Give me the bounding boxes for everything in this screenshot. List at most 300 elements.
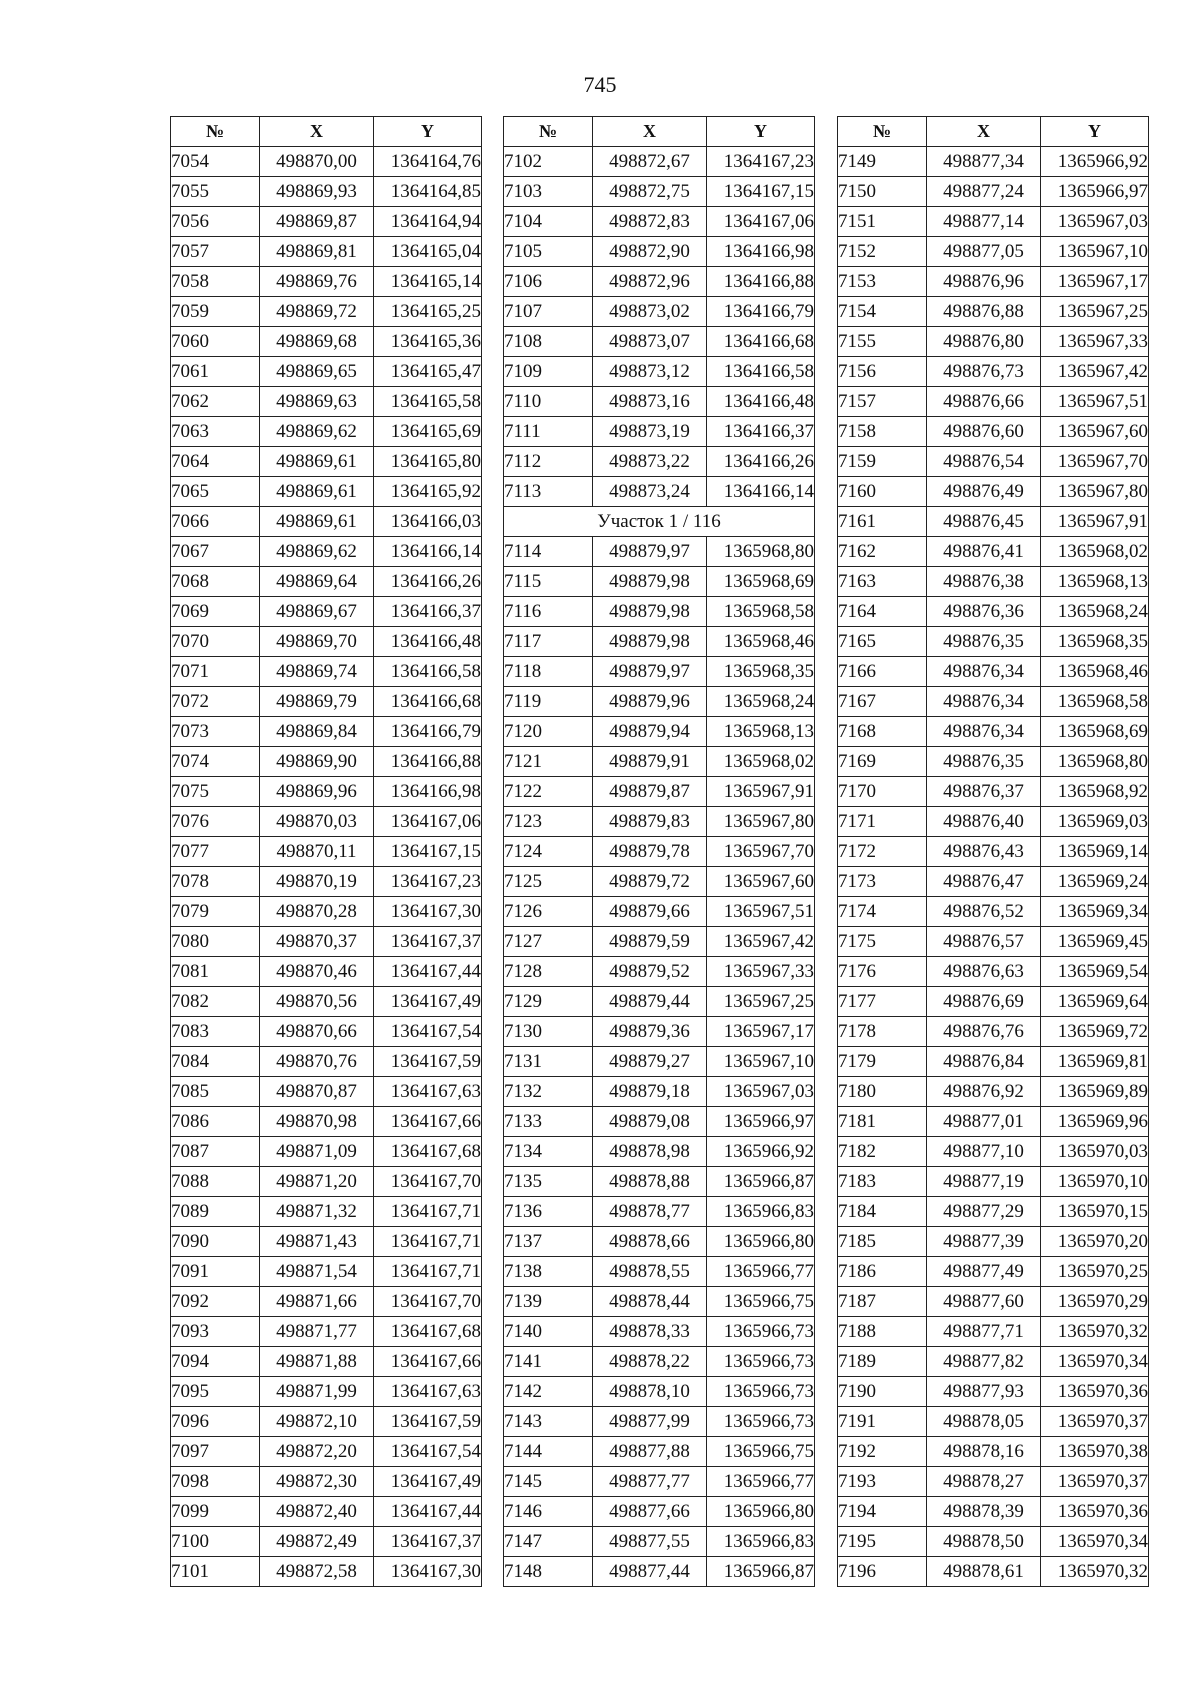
point-number-cell: 7119	[504, 687, 593, 717]
point-number-cell: 7192	[838, 1437, 927, 1467]
point-number-cell: 7148	[504, 1557, 593, 1587]
x-coordinate-cell: 498878,27	[927, 1467, 1041, 1497]
y-coordinate-cell: 1365967,33	[1041, 327, 1149, 357]
table-row	[838, 987, 1149, 1017]
y-coordinate-cell: 1365969,03	[1041, 807, 1149, 837]
point-number-cell: 7111	[504, 417, 593, 447]
point-number-cell: 7101	[171, 1557, 260, 1587]
table-row	[171, 1047, 482, 1077]
point-number-cell: 7106	[504, 267, 593, 297]
point-number-cell: 7158	[838, 417, 927, 447]
table-row	[838, 1437, 1149, 1467]
x-coordinate-cell: 498876,52	[927, 897, 1041, 927]
x-coordinate-cell: 498878,55	[593, 1257, 707, 1287]
y-coordinate-cell: 1364167,23	[707, 147, 815, 177]
point-number-cell: 7122	[504, 777, 593, 807]
point-number-cell: 7131	[504, 1047, 593, 1077]
x-coordinate-cell: 498879,18	[593, 1077, 707, 1107]
x-coordinate-cell: 498876,43	[927, 837, 1041, 867]
point-number-cell: 7057	[171, 237, 260, 267]
x-coordinate-cell: 498876,34	[927, 657, 1041, 687]
x-coordinate-cell: 498869,64	[260, 567, 374, 597]
x-coordinate-cell: 498876,80	[927, 327, 1041, 357]
point-number-cell: 7108	[504, 327, 593, 357]
point-number-cell: 7143	[504, 1407, 593, 1437]
y-coordinate-cell: 1365968,80	[1041, 747, 1149, 777]
y-coordinate-cell: 1365969,45	[1041, 927, 1149, 957]
y-coordinate-cell: 1365967,70	[1041, 447, 1149, 477]
header-row	[504, 117, 815, 147]
x-coordinate-cell: 498876,88	[927, 297, 1041, 327]
y-coordinate-cell: 1365967,17	[707, 1017, 815, 1047]
point-number-cell: 7139	[504, 1287, 593, 1317]
point-number-cell: 7132	[504, 1077, 593, 1107]
y-coordinate-cell: 1364167,06	[707, 207, 815, 237]
y-coordinate-cell: 1365969,96	[1041, 1107, 1149, 1137]
table-row	[504, 777, 815, 807]
table-row	[838, 927, 1149, 957]
x-coordinate-cell: 498879,72	[593, 867, 707, 897]
y-coordinate-cell: 1364166,58	[374, 657, 482, 687]
table-row	[171, 717, 482, 747]
x-coordinate-cell: 498869,96	[260, 777, 374, 807]
x-coordinate-cell: 498876,96	[927, 267, 1041, 297]
x-coordinate-cell: 498876,34	[927, 717, 1041, 747]
point-number-cell: 7073	[171, 717, 260, 747]
table-row	[838, 1017, 1149, 1047]
y-coordinate-cell: 1365970,32	[1041, 1317, 1149, 1347]
table-row	[838, 1377, 1149, 1407]
table-row	[838, 147, 1149, 177]
point-number-cell: 7178	[838, 1017, 927, 1047]
x-coordinate-cell: 498877,39	[927, 1227, 1041, 1257]
y-coordinate-cell: 1364167,30	[374, 897, 482, 927]
table-row	[171, 267, 482, 297]
y-coordinate-cell: 1365968,24	[1041, 597, 1149, 627]
table-row	[171, 897, 482, 927]
y-coordinate-cell: 1365966,87	[707, 1557, 815, 1587]
table-row	[171, 357, 482, 387]
y-coordinate-cell: 1365967,51	[707, 897, 815, 927]
y-coordinate-cell: 1364167,68	[374, 1137, 482, 1167]
header-row	[171, 117, 482, 147]
x-coordinate-cell: 498876,84	[927, 1047, 1041, 1077]
point-number-cell: 7168	[838, 717, 927, 747]
x-coordinate-cell: 498877,05	[927, 237, 1041, 267]
x-coordinate-cell: 498872,96	[593, 267, 707, 297]
x-coordinate-cell: 498871,43	[260, 1227, 374, 1257]
x-coordinate-cell: 498871,66	[260, 1287, 374, 1317]
point-number-cell: 7082	[171, 987, 260, 1017]
table-row	[171, 1527, 482, 1557]
table-row	[838, 1257, 1149, 1287]
table-row	[838, 1497, 1149, 1527]
point-number-cell: 7102	[504, 147, 593, 177]
x-coordinate-cell: 498871,09	[260, 1137, 374, 1167]
y-coordinate-cell: 1364167,30	[374, 1557, 482, 1587]
y-coordinate-cell: 1364165,25	[374, 297, 482, 327]
header-number: №	[171, 117, 260, 147]
y-coordinate-cell: 1364166,79	[707, 297, 815, 327]
x-coordinate-cell: 498877,77	[593, 1467, 707, 1497]
point-number-cell: 7117	[504, 627, 593, 657]
table-row	[504, 1257, 815, 1287]
x-coordinate-cell: 498876,35	[927, 627, 1041, 657]
y-coordinate-cell: 1364167,54	[374, 1437, 482, 1467]
table-row	[504, 177, 815, 207]
y-coordinate-cell: 1364167,59	[374, 1047, 482, 1077]
point-number-cell: 7112	[504, 447, 593, 477]
x-coordinate-cell: 498873,24	[593, 477, 707, 507]
y-coordinate-cell: 1365966,97	[707, 1107, 815, 1137]
x-coordinate-cell: 498871,88	[260, 1347, 374, 1377]
y-coordinate-cell: 1365967,60	[1041, 417, 1149, 447]
x-coordinate-cell: 498869,93	[260, 177, 374, 207]
point-number-cell: 7126	[504, 897, 593, 927]
table-row	[504, 207, 815, 237]
section-label: Участок 1 / 116	[504, 507, 815, 537]
table-row	[504, 1137, 815, 1167]
point-number-cell: 7076	[171, 807, 260, 837]
point-number-cell: 7091	[171, 1257, 260, 1287]
table-row	[171, 1317, 482, 1347]
table-row	[504, 1227, 815, 1257]
table-row	[171, 627, 482, 657]
y-coordinate-cell: 1365967,51	[1041, 387, 1149, 417]
point-number-cell: 7104	[504, 207, 593, 237]
x-coordinate-cell: 498878,39	[927, 1497, 1041, 1527]
y-coordinate-cell: 1365966,73	[707, 1317, 815, 1347]
x-coordinate-cell: 498877,44	[593, 1557, 707, 1587]
y-coordinate-cell: 1364167,44	[374, 957, 482, 987]
table-row	[838, 477, 1149, 507]
y-coordinate-cell: 1365966,77	[707, 1467, 815, 1497]
x-coordinate-cell: 498872,10	[260, 1407, 374, 1437]
point-number-cell: 7062	[171, 387, 260, 417]
x-coordinate-cell: 498876,40	[927, 807, 1041, 837]
header-row	[838, 117, 1149, 147]
x-coordinate-cell: 498872,90	[593, 237, 707, 267]
point-number-cell: 7055	[171, 177, 260, 207]
y-coordinate-cell: 1364167,49	[374, 1467, 482, 1497]
x-coordinate-cell: 498869,62	[260, 537, 374, 567]
point-number-cell: 7141	[504, 1347, 593, 1377]
x-coordinate-cell: 498870,56	[260, 987, 374, 1017]
y-coordinate-cell: 1365970,29	[1041, 1287, 1149, 1317]
x-coordinate-cell: 498870,37	[260, 927, 374, 957]
point-number-cell: 7134	[504, 1137, 593, 1167]
point-number-cell: 7149	[838, 147, 927, 177]
y-coordinate-cell: 1364167,59	[374, 1407, 482, 1437]
table-row	[838, 1107, 1149, 1137]
x-coordinate-cell: 498873,22	[593, 447, 707, 477]
point-number-cell: 7118	[504, 657, 593, 687]
point-number-cell: 7058	[171, 267, 260, 297]
table-row	[504, 1407, 815, 1437]
point-number-cell: 7121	[504, 747, 593, 777]
x-coordinate-cell: 498877,24	[927, 177, 1041, 207]
x-coordinate-cell: 498878,66	[593, 1227, 707, 1257]
x-coordinate-cell: 498869,79	[260, 687, 374, 717]
point-number-cell: 7094	[171, 1347, 260, 1377]
point-number-cell: 7137	[504, 1227, 593, 1257]
x-coordinate-cell: 498870,76	[260, 1047, 374, 1077]
y-coordinate-cell: 1365968,92	[1041, 777, 1149, 807]
x-coordinate-cell: 498872,40	[260, 1497, 374, 1527]
y-coordinate-cell: 1365967,03	[1041, 207, 1149, 237]
y-coordinate-cell: 1365967,17	[1041, 267, 1149, 297]
x-coordinate-cell: 498869,61	[260, 447, 374, 477]
y-coordinate-cell: 1364167,54	[374, 1017, 482, 1047]
y-coordinate-cell: 1364164,76	[374, 147, 482, 177]
y-coordinate-cell: 1365968,46	[707, 627, 815, 657]
x-coordinate-cell: 498879,97	[593, 657, 707, 687]
x-coordinate-cell: 498879,94	[593, 717, 707, 747]
x-coordinate-cell: 498876,54	[927, 447, 1041, 477]
point-number-cell: 7128	[504, 957, 593, 987]
table-row	[171, 867, 482, 897]
y-coordinate-cell: 1365966,73	[707, 1407, 815, 1437]
table-row	[504, 687, 815, 717]
y-coordinate-cell: 1364166,48	[707, 387, 815, 417]
x-coordinate-cell: 498870,46	[260, 957, 374, 987]
point-number-cell: 7084	[171, 1047, 260, 1077]
table-row	[838, 327, 1149, 357]
table-row	[171, 1227, 482, 1257]
x-coordinate-cell: 498878,33	[593, 1317, 707, 1347]
x-coordinate-cell: 498870,03	[260, 807, 374, 837]
point-number-cell: 7173	[838, 867, 927, 897]
table-row	[838, 447, 1149, 477]
x-coordinate-cell: 498871,20	[260, 1167, 374, 1197]
x-coordinate-cell: 498876,36	[927, 597, 1041, 627]
x-coordinate-cell: 498873,02	[593, 297, 707, 327]
table-row	[171, 1347, 482, 1377]
table-row	[838, 1347, 1149, 1377]
y-coordinate-cell: 1364165,14	[374, 267, 482, 297]
y-coordinate-cell: 1364167,71	[374, 1257, 482, 1287]
y-coordinate-cell: 1365966,83	[707, 1527, 815, 1557]
point-number-cell: 7146	[504, 1497, 593, 1527]
x-coordinate-cell: 498869,61	[260, 507, 374, 537]
y-coordinate-cell: 1364167,66	[374, 1107, 482, 1137]
x-coordinate-cell: 498869,65	[260, 357, 374, 387]
y-coordinate-cell: 1365967,10	[1041, 237, 1149, 267]
table-row	[838, 1557, 1149, 1587]
point-number-cell: 7147	[504, 1527, 593, 1557]
x-coordinate-cell: 498877,10	[927, 1137, 1041, 1167]
x-coordinate-cell: 498876,57	[927, 927, 1041, 957]
y-coordinate-cell: 1364167,66	[374, 1347, 482, 1377]
point-number-cell: 7120	[504, 717, 593, 747]
y-coordinate-cell: 1364167,23	[374, 867, 482, 897]
x-coordinate-cell: 498869,67	[260, 597, 374, 627]
point-number-cell: 7163	[838, 567, 927, 597]
y-coordinate-cell: 1364167,63	[374, 1077, 482, 1107]
point-number-cell: 7145	[504, 1467, 593, 1497]
point-number-cell: 7154	[838, 297, 927, 327]
y-coordinate-cell: 1365966,73	[707, 1347, 815, 1377]
x-coordinate-cell: 498879,96	[593, 687, 707, 717]
x-coordinate-cell: 498879,36	[593, 1017, 707, 1047]
table-row	[171, 747, 482, 777]
point-number-cell: 7081	[171, 957, 260, 987]
y-coordinate-cell: 1365970,10	[1041, 1167, 1149, 1197]
x-coordinate-cell: 498876,69	[927, 987, 1041, 1017]
header-number: №	[504, 117, 593, 147]
x-coordinate-cell: 498879,52	[593, 957, 707, 987]
table-row	[504, 747, 815, 777]
table-row	[838, 237, 1149, 267]
point-number-cell: 7174	[838, 897, 927, 927]
x-coordinate-cell: 498878,77	[593, 1197, 707, 1227]
y-coordinate-cell: 1364166,58	[707, 357, 815, 387]
table-row	[838, 777, 1149, 807]
point-number-cell: 7157	[838, 387, 927, 417]
point-number-cell: 7068	[171, 567, 260, 597]
y-coordinate-cell: 1364164,94	[374, 207, 482, 237]
table-row	[838, 627, 1149, 657]
x-coordinate-cell: 498877,93	[927, 1377, 1041, 1407]
y-coordinate-cell: 1365968,13	[707, 717, 815, 747]
table-row	[504, 1497, 815, 1527]
table-row	[504, 1197, 815, 1227]
table-row	[171, 687, 482, 717]
table-row	[504, 1287, 815, 1317]
table-row	[504, 1107, 815, 1137]
table-row	[838, 1197, 1149, 1227]
point-number-cell: 7059	[171, 297, 260, 327]
y-coordinate-cell: 1365969,14	[1041, 837, 1149, 867]
table-row	[838, 597, 1149, 627]
point-number-cell: 7110	[504, 387, 593, 417]
header-x: X	[593, 117, 707, 147]
point-number-cell: 7183	[838, 1167, 927, 1197]
x-coordinate-cell: 498878,22	[593, 1347, 707, 1377]
point-number-cell: 7184	[838, 1197, 927, 1227]
y-coordinate-cell: 1365967,33	[707, 957, 815, 987]
point-number-cell: 7065	[171, 477, 260, 507]
x-coordinate-cell: 498870,66	[260, 1017, 374, 1047]
x-coordinate-cell: 498871,77	[260, 1317, 374, 1347]
y-coordinate-cell: 1365966,92	[707, 1137, 815, 1167]
point-number-cell: 7188	[838, 1317, 927, 1347]
table-row	[171, 1167, 482, 1197]
table-row	[504, 957, 815, 987]
y-coordinate-cell: 1365970,20	[1041, 1227, 1149, 1257]
point-number-cell: 7072	[171, 687, 260, 717]
table-row	[838, 1047, 1149, 1077]
y-coordinate-cell: 1365966,80	[707, 1497, 815, 1527]
table-row	[838, 1467, 1149, 1497]
point-number-cell: 7164	[838, 597, 927, 627]
point-number-cell: 7095	[171, 1377, 260, 1407]
y-coordinate-cell: 1365967,42	[1041, 357, 1149, 387]
x-coordinate-cell: 498877,82	[927, 1347, 1041, 1377]
x-coordinate-cell: 498879,91	[593, 747, 707, 777]
y-coordinate-cell: 1364166,88	[707, 267, 815, 297]
point-number-cell: 7169	[838, 747, 927, 777]
y-coordinate-cell: 1364166,68	[374, 687, 482, 717]
x-coordinate-cell: 498879,08	[593, 1107, 707, 1137]
y-coordinate-cell: 1365970,34	[1041, 1347, 1149, 1377]
x-coordinate-cell: 498878,05	[927, 1407, 1041, 1437]
table-row	[504, 807, 815, 837]
x-coordinate-cell: 498870,98	[260, 1107, 374, 1137]
table-row	[171, 1287, 482, 1317]
table-row	[171, 477, 482, 507]
point-number-cell: 7171	[838, 807, 927, 837]
y-coordinate-cell: 1365968,02	[707, 747, 815, 777]
x-coordinate-cell: 498879,44	[593, 987, 707, 1017]
table-row	[838, 417, 1149, 447]
point-number-cell: 7191	[838, 1407, 927, 1437]
point-number-cell: 7196	[838, 1557, 927, 1587]
point-number-cell: 7063	[171, 417, 260, 447]
point-number-cell: 7116	[504, 597, 593, 627]
point-number-cell: 7086	[171, 1107, 260, 1137]
point-number-cell: 7078	[171, 867, 260, 897]
table-row	[838, 357, 1149, 387]
x-coordinate-cell: 498878,88	[593, 1167, 707, 1197]
point-number-cell: 7080	[171, 927, 260, 957]
y-coordinate-cell: 1365967,80	[1041, 477, 1149, 507]
y-coordinate-cell: 1364165,04	[374, 237, 482, 267]
x-coordinate-cell: 498879,59	[593, 927, 707, 957]
x-coordinate-cell: 498873,16	[593, 387, 707, 417]
y-coordinate-cell: 1364167,37	[374, 1527, 482, 1557]
y-coordinate-cell: 1365966,83	[707, 1197, 815, 1227]
table-row	[171, 387, 482, 417]
y-coordinate-cell: 1364167,68	[374, 1317, 482, 1347]
x-coordinate-cell: 498877,71	[927, 1317, 1041, 1347]
y-coordinate-cell: 1365967,42	[707, 927, 815, 957]
table-row	[504, 717, 815, 747]
point-number-cell: 7144	[504, 1437, 593, 1467]
x-coordinate-cell: 498869,74	[260, 657, 374, 687]
x-coordinate-cell: 498877,60	[927, 1287, 1041, 1317]
y-coordinate-cell: 1364166,98	[707, 237, 815, 267]
point-number-cell: 7170	[838, 777, 927, 807]
header-y: Y	[707, 117, 815, 147]
header-x: X	[927, 117, 1041, 147]
y-coordinate-cell: 1365968,13	[1041, 567, 1149, 597]
table-row	[504, 1017, 815, 1047]
x-coordinate-cell: 498876,45	[927, 507, 1041, 537]
header-y: Y	[374, 117, 482, 147]
table-row	[504, 867, 815, 897]
point-number-cell: 7189	[838, 1347, 927, 1377]
y-coordinate-cell: 1365969,72	[1041, 1017, 1149, 1047]
y-coordinate-cell: 1364165,92	[374, 477, 482, 507]
y-coordinate-cell: 1365968,69	[707, 567, 815, 597]
table-row	[171, 1197, 482, 1227]
x-coordinate-cell: 498872,20	[260, 1437, 374, 1467]
table-row	[171, 177, 482, 207]
point-number-cell: 7136	[504, 1197, 593, 1227]
x-coordinate-cell: 498879,87	[593, 777, 707, 807]
point-number-cell: 7138	[504, 1257, 593, 1287]
point-number-cell: 7067	[171, 537, 260, 567]
point-number-cell: 7176	[838, 957, 927, 987]
table-row	[504, 1467, 815, 1497]
x-coordinate-cell: 498879,27	[593, 1047, 707, 1077]
x-coordinate-cell: 498878,61	[927, 1557, 1041, 1587]
table-row	[504, 927, 815, 957]
table-row	[838, 657, 1149, 687]
y-coordinate-cell: 1364166,03	[374, 507, 482, 537]
y-coordinate-cell: 1365970,36	[1041, 1377, 1149, 1407]
